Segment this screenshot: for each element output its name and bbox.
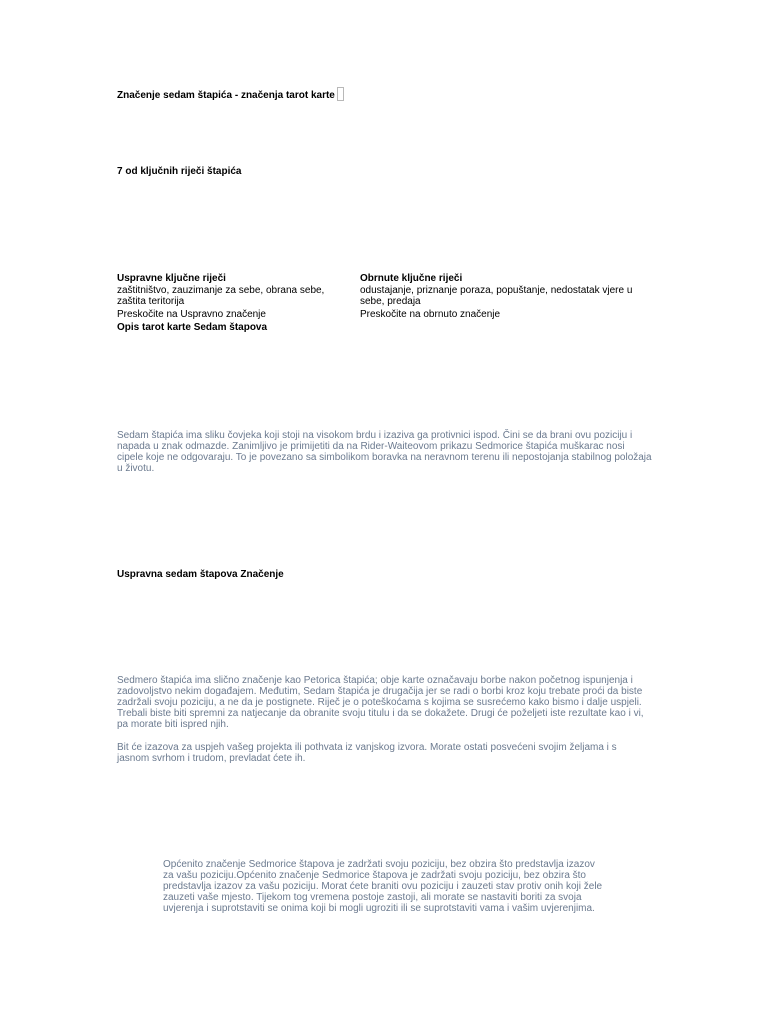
description-heading: Opis tarot karte Sedam štapova (117, 322, 268, 333)
page-title: Značenje sedam štapića - značenja tarot karte (117, 90, 335, 101)
upright-keywords-block (117, 273, 342, 333)
upright-keywords-heading: Uspravne ključne riječi (117, 273, 226, 284)
upright-keywords-text: zaštitništvo, zauzimanje za sebe, obrana sebe, zaštita teritorija (117, 285, 325, 307)
card-description: Sedam štapića ima sliku čovjeka koji stoji na visokom brdu i izaziva ga protivnici ispod. Čini se da brani ovu poziciju i napada u znak odmazde. Zanimljivo je primijetiti da na Rider-Waiteovom prikazu Sedmorice štapića muškarac nosi cipele koje ne odgovaraju. To je povezano sa simbolikom boravka na neravnom terenu ili nepostojanja stabilnog položaja u životu. (117, 430, 652, 474)
page-title-row (117, 87, 344, 101)
upright-meaning-heading: Uspravna sedam štapova Značenje (117, 569, 284, 580)
upright-meaning-paragraph-2: Bit će izazova za uspjeh vašeg projekta ili pothvata iz vanjskog izvora. Morate ostati posvećeni svojim željama i s jasnom svrhom i trudom, prevladat ćete ih. (117, 742, 617, 764)
general-meaning-quote: Općenito značenje Sedmorice štapova je zadržati svoju poziciju, bez obzira što predstavlja izazov za vašu poziciju.Općenito značenje Sedmorice štapova je zadržati svoju poziciju, bez obzira što predstavlja izazov za vašu poziciju. Morat ćete braniti ovu poziciju i zauzeti stav protiv onih koji žele zauzeti vaše mjesto. Tijekom tog vremena postoje zastoji, ali morate se nastaviti boriti za svoja uvjerenja i suprotstaviti se onima koji bi mogli ugroziti ili se suprotstaviti vama i vašim uvjerenjima. (163, 859, 603, 914)
reversed-keywords-block (360, 273, 650, 320)
upright-meaning-paragraph-1: Sedmero štapića ima slično značenje kao Petorica štapića; obje karte označavaju borbe nakon početnog ispunjenja i zadovoljstvo nekim događajem. Međutim, Sedam štapića je drugačija jer se radi o borbi kroz koju trebate proći da biste zadržali svoju poziciju, a ne da je postignete. Riječ je o poteškoćama s kojima se susrećemo kako bismo i dalje uspjeli. Trebali biste biti spremni za natjecanje da obranite svoju titulu i da se dokažete. Drugi će poželjeti iste rezultate kao i vi, pa morate biti ispred njih. (117, 675, 644, 730)
box-glyph-icon (337, 87, 344, 101)
reversed-keywords-text: odustajanje, priznanje poraza, popuštanje, nedostatak vjere u sebe, predaja (360, 285, 633, 307)
reversed-keywords-heading: Obrnute ključne riječi (360, 273, 463, 284)
reversed-skip-link[interactable]: Preskočite na obrnuto značenje (360, 309, 501, 320)
upright-skip-link[interactable]: Preskočite na Uspravno značenje (117, 309, 266, 320)
keywords-heading: 7 od ključnih riječi štapića (117, 166, 242, 177)
